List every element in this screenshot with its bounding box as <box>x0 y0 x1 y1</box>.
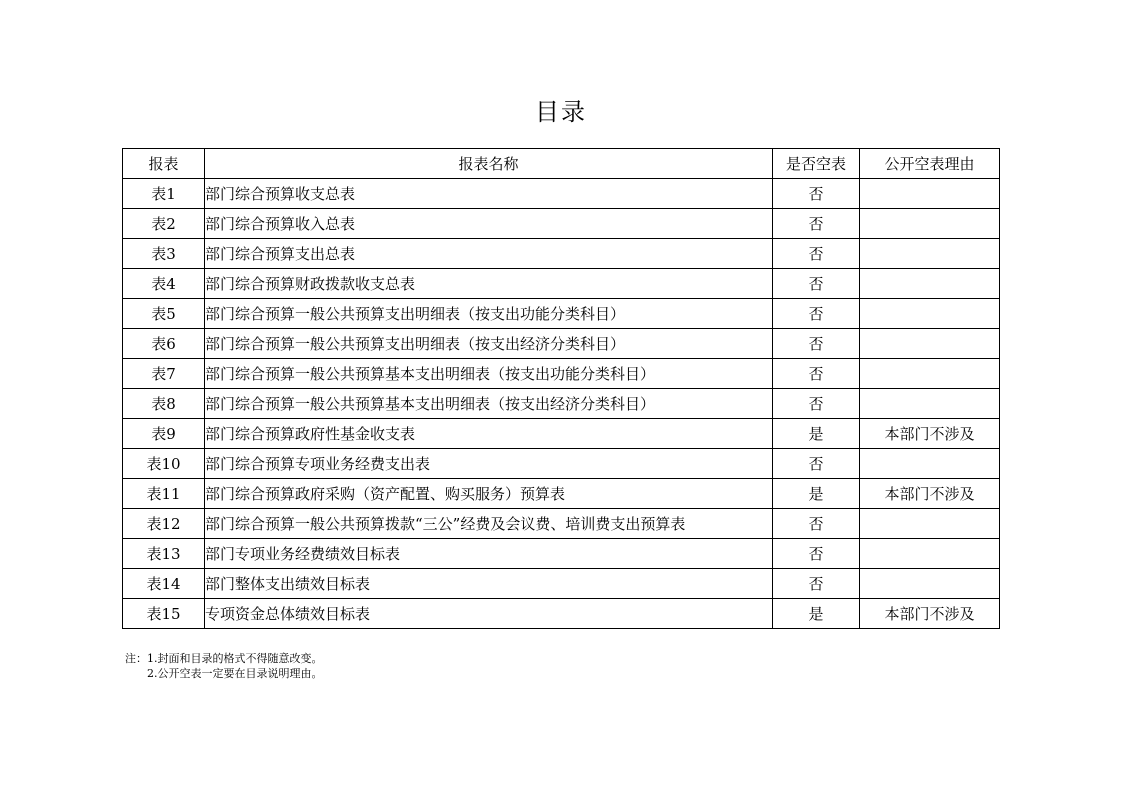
row-reason <box>860 329 1000 359</box>
report-index-table <box>122 148 1000 629</box>
row-code: 表5 <box>123 299 205 329</box>
row-code: 表2 <box>123 209 205 239</box>
header-reason: 公开空表理由 <box>860 149 1000 179</box>
row-reason <box>860 509 1000 539</box>
row-is-empty: 否 <box>773 509 860 539</box>
row-name: 部门综合预算一般公共预算基本支出明细表（按支出经济分类科目） <box>205 389 773 419</box>
table-row <box>123 599 1000 629</box>
row-reason <box>860 569 1000 599</box>
table-header-row <box>123 149 1000 179</box>
header-code: 报表 <box>123 149 205 179</box>
row-code: 表7 <box>123 359 205 389</box>
row-name: 部门综合预算支出总表 <box>205 239 773 269</box>
row-name: 部门综合预算收支总表 <box>205 179 773 209</box>
row-is-empty: 否 <box>773 299 860 329</box>
row-name: 部门综合预算一般公共预算支出明细表（按支出经济分类科目） <box>205 329 773 359</box>
row-code: 表15 <box>123 599 205 629</box>
row-is-empty: 否 <box>773 449 860 479</box>
footnote-2: 2.公开空表一定要在目录说明理由。 <box>147 667 323 680</box>
row-reason <box>860 239 1000 269</box>
row-reason <box>860 539 1000 569</box>
row-code: 表13 <box>123 539 205 569</box>
row-is-empty: 否 <box>773 539 860 569</box>
row-code: 表8 <box>123 389 205 419</box>
row-is-empty: 否 <box>773 569 860 599</box>
table-row <box>123 239 1000 269</box>
table-row <box>123 329 1000 359</box>
row-code: 表12 <box>123 509 205 539</box>
footnote-1: 注：1.封面和目录的格式不得随意改变。 <box>125 652 323 665</box>
row-code: 表3 <box>123 239 205 269</box>
header-is-empty: 是否空表 <box>773 149 860 179</box>
row-name: 部门综合预算收入总表 <box>205 209 773 239</box>
row-code: 表11 <box>123 479 205 509</box>
row-code: 表9 <box>123 419 205 449</box>
row-name: 部门综合预算财政拨款收支总表 <box>205 269 773 299</box>
row-reason: 本部门不涉及 <box>860 599 1000 629</box>
table-row <box>123 269 1000 299</box>
table-row <box>123 419 1000 449</box>
row-name: 部门专项业务经费绩效目标表 <box>205 539 773 569</box>
row-code: 表10 <box>123 449 205 479</box>
table-row <box>123 569 1000 599</box>
row-reason <box>860 269 1000 299</box>
row-is-empty: 是 <box>773 479 860 509</box>
row-reason: 本部门不涉及 <box>860 479 1000 509</box>
row-is-empty: 否 <box>773 359 860 389</box>
row-name: 专项资金总体绩效目标表 <box>205 599 773 629</box>
table-row <box>123 539 1000 569</box>
row-code: 表6 <box>123 329 205 359</box>
row-is-empty: 否 <box>773 239 860 269</box>
table-row <box>123 389 1000 419</box>
row-name: 部门整体支出绩效目标表 <box>205 569 773 599</box>
row-name: 部门综合预算政府性基金收支表 <box>205 419 773 449</box>
row-name: 部门综合预算一般公共预算基本支出明细表（按支出功能分类科目） <box>205 359 773 389</box>
row-is-empty: 否 <box>773 209 860 239</box>
row-reason <box>860 179 1000 209</box>
table-row <box>123 299 1000 329</box>
row-reason <box>860 389 1000 419</box>
footnotes <box>125 651 323 681</box>
row-name: 部门综合预算一般公共预算支出明细表（按支出功能分类科目） <box>205 299 773 329</box>
row-is-empty: 否 <box>773 329 860 359</box>
row-is-empty: 是 <box>773 599 860 629</box>
row-reason <box>860 359 1000 389</box>
row-is-empty: 否 <box>773 389 860 419</box>
table-row <box>123 209 1000 239</box>
row-code: 表4 <box>123 269 205 299</box>
row-name: 部门综合预算一般公共预算拨款“三公”经费及会议费、培训费支出预算表 <box>205 509 773 539</box>
row-reason <box>860 209 1000 239</box>
table-row <box>123 479 1000 509</box>
table-row <box>123 509 1000 539</box>
table-row <box>123 359 1000 389</box>
table-row <box>123 179 1000 209</box>
header-name: 报表名称 <box>205 149 773 179</box>
row-name: 部门综合预算专项业务经费支出表 <box>205 449 773 479</box>
row-reason: 本部门不涉及 <box>860 419 1000 449</box>
page-title: 目录 <box>535 98 587 126</box>
row-code: 表14 <box>123 569 205 599</box>
row-is-empty: 否 <box>773 269 860 299</box>
row-is-empty: 是 <box>773 419 860 449</box>
row-is-empty: 否 <box>773 179 860 209</box>
row-name: 部门综合预算政府采购（资产配置、购买服务）预算表 <box>205 479 773 509</box>
table-row <box>123 449 1000 479</box>
row-code: 表1 <box>123 179 205 209</box>
row-reason <box>860 299 1000 329</box>
row-reason <box>860 449 1000 479</box>
